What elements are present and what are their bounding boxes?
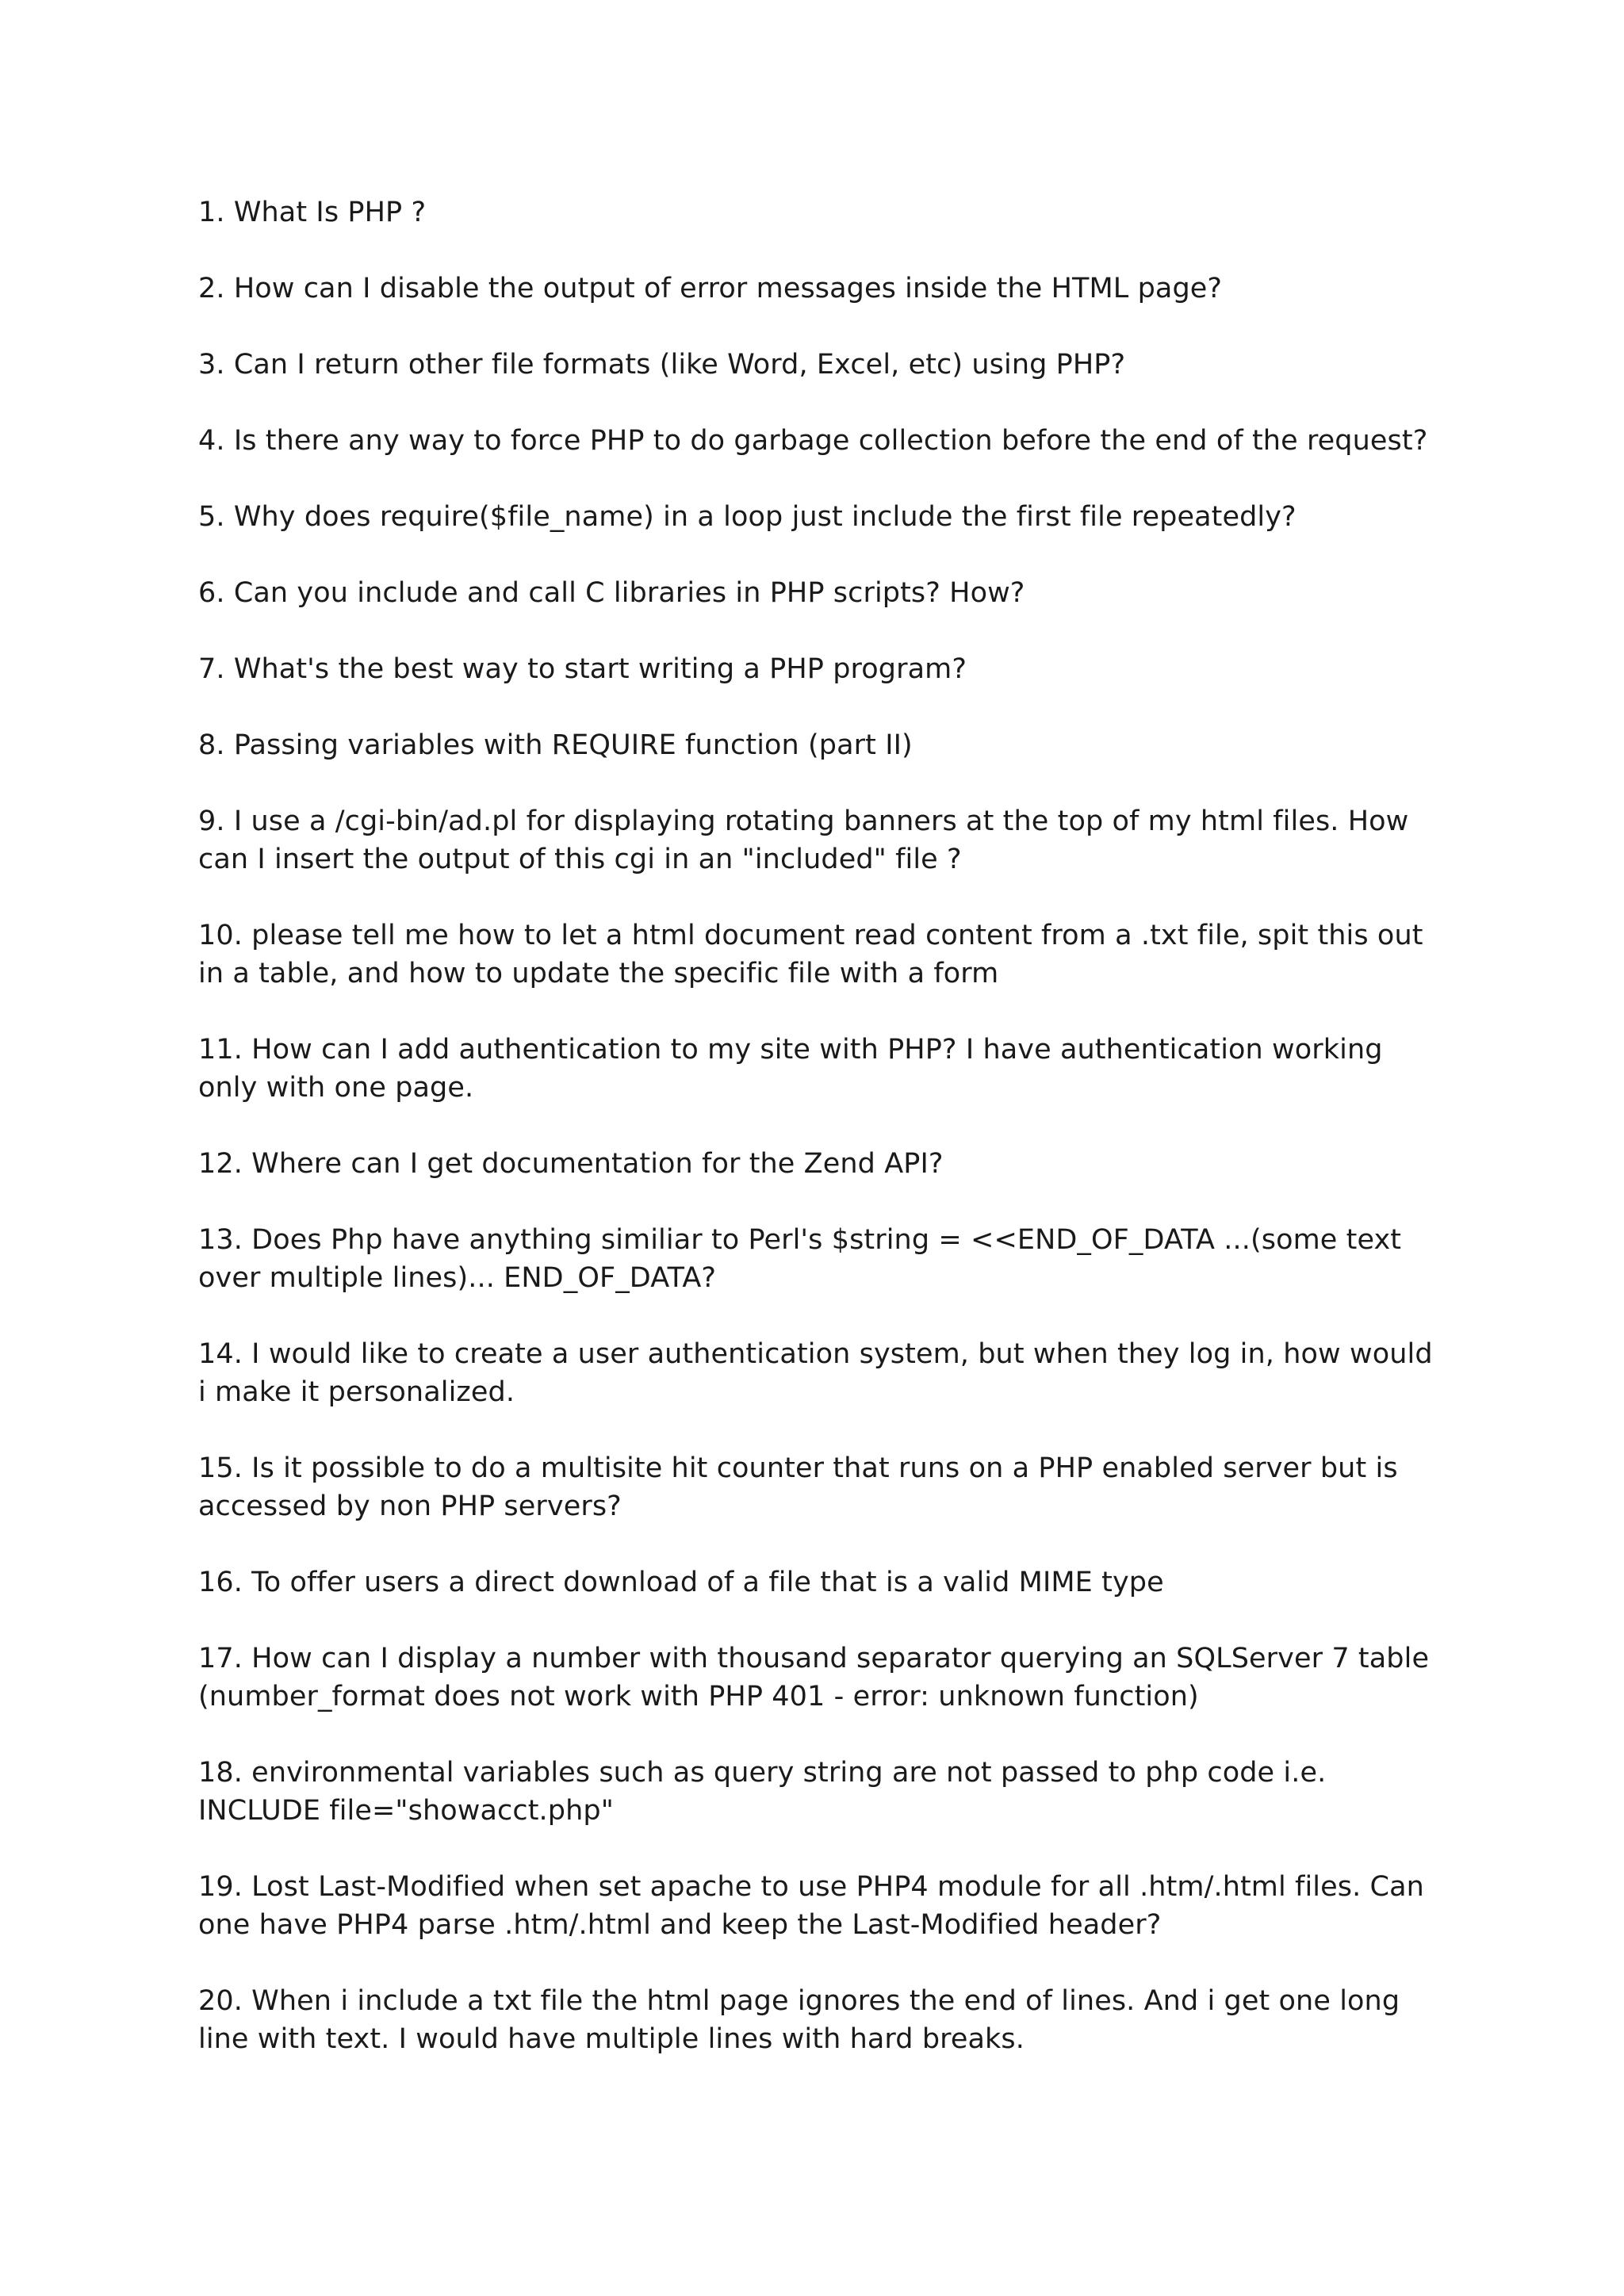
question-6 <box>198 574 1451 612</box>
question-11 <box>198 1031 1451 1107</box>
question-line: accessed by non PHP servers? <box>198 1490 622 1522</box>
question-line: 8. Passing variables with REQUIRE function (part II) <box>198 729 913 761</box>
question-line: 15. Is it possible to do a multisite hit counter that runs on a PHP enabled server but is <box>198 1452 1398 1484</box>
question-line: 4. Is there any way to force PHP to do garbage collection before the end of the request? <box>198 425 1428 457</box>
question-line: 16. To offer users a direct download of a file that is a valid MIME type <box>198 1567 1164 1598</box>
question-9 <box>198 802 1451 878</box>
question-line: can I insert the output of this cgi in an "included" file ? <box>198 844 962 875</box>
question-4 <box>198 422 1451 460</box>
question-10 <box>198 916 1451 993</box>
question-line: 2. How can I disable the output of error messages inside the HTML page? <box>198 273 1223 304</box>
question-12 <box>198 1145 1451 1183</box>
question-2 <box>198 270 1451 308</box>
question-line: 11. How can I add authentication to my site with PHP? I have authentication working <box>198 1034 1383 1066</box>
question-line: INCLUDE file="showacct.php" <box>198 1795 614 1827</box>
question-line: 7. What's the best way to start writing a PHP program? <box>198 653 967 685</box>
question-14 <box>198 1335 1451 1411</box>
question-line: (number_format does not work with PHP 401 - error: unknown function) <box>198 1681 1199 1712</box>
question-line: 5. Why does require($file_name) in a loop just include the first file repeatedly? <box>198 501 1297 533</box>
question-line: only with one page. <box>198 1072 474 1104</box>
question-17 <box>198 1640 1451 1716</box>
question-line: 19. Lost Last-Modified when set apache to use PHP4 module for all .htm/.html files. Can <box>198 1871 1424 1903</box>
question-line: one have PHP4 parse .htm/.html and keep the Last-Modified header? <box>198 1909 1162 1941</box>
question-line: 3. Can I return other file formats (like Word, Excel, etc) using PHP? <box>198 349 1126 381</box>
question-line: 20. When i include a txt file the html page ignores the end of lines. And i get one long <box>198 1985 1400 2017</box>
question-line: line with text. I would have multiple lines with hard breaks. <box>198 2023 1025 2055</box>
question-20 <box>198 1982 1451 2058</box>
question-line: 6. Can you include and call C libraries in PHP scripts? How? <box>198 577 1025 609</box>
question-line: in a table, and how to update the specific file with a form <box>198 958 999 989</box>
question-18 <box>198 1754 1451 1830</box>
question-line: 10. please tell me how to let a html document read content from a .txt file, spit this out <box>198 920 1423 951</box>
question-line: 13. Does Php have anything similiar to Perl's $string = <<END_OF_DATA ...(some text <box>198 1224 1402 1256</box>
question-15 <box>198 1449 1451 1525</box>
question-1 <box>198 193 1451 232</box>
question-7 <box>198 650 1451 688</box>
question-19 <box>198 1868 1451 1944</box>
question-line: i make it personalized. <box>198 1376 515 1408</box>
question-8 <box>198 726 1451 764</box>
question-13 <box>198 1221 1451 1297</box>
question-line: 14. I would like to create a user authentication system, but when they log in, how would <box>198 1338 1433 1370</box>
question-list <box>198 193 1451 2096</box>
question-16 <box>198 1563 1451 1601</box>
question-line: 18. environmental variables such as query string are not passed to php code i.e. <box>198 1757 1327 1789</box>
question-line: over multiple lines)... END_OF_DATA? <box>198 1262 717 1294</box>
question-line: 9. I use a /cgi-bin/ad.pl for displaying rotating banners at the top of my html files. How <box>198 806 1409 837</box>
question-line: 17. How can I display a number with thousand separator querying an SQLServer 7 table <box>198 1643 1430 1674</box>
question-line: 12. Where can I get documentation for the Zend API? <box>198 1148 944 1180</box>
question-line: 1. What Is PHP ? <box>198 197 427 228</box>
question-5 <box>198 498 1451 536</box>
question-3 <box>198 346 1451 384</box>
